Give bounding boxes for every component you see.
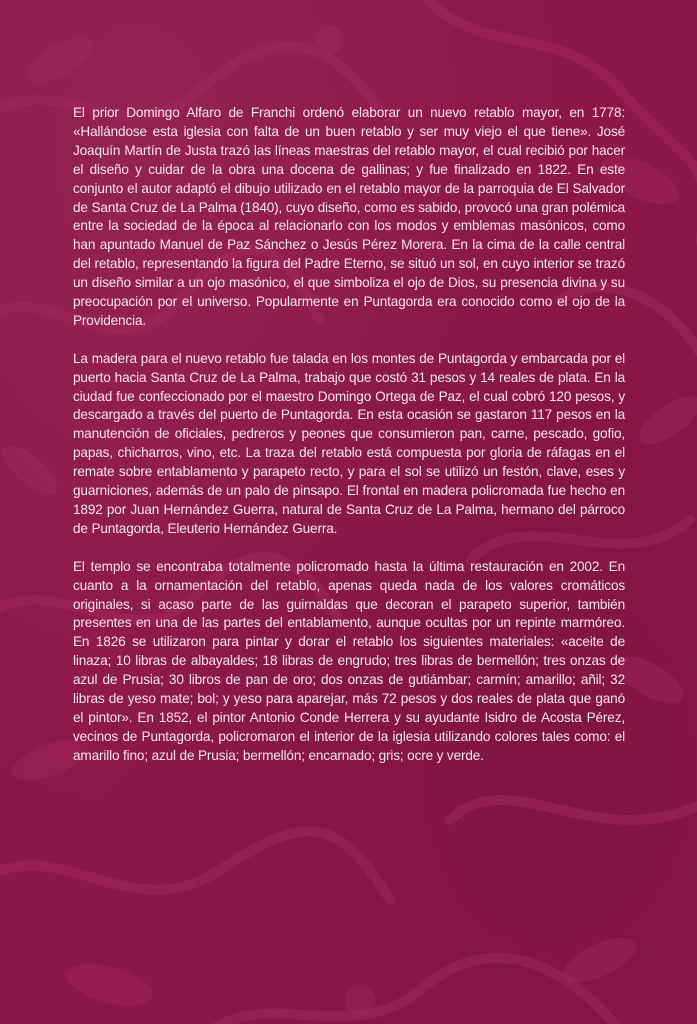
paragraph-2: La madera para el nuevo retablo fue talada en los montes de Puntagorda y embarcada por el puerto hacia Santa Cruz de La Palma, trabajo que costó 31 pesos y 14 reales de plata. En la ciudad fue confeccionado por el maestro Domingo Ortega de Paz, el cual cobró 120 pesos, y descargado a través del puerto de Puntagorda. En esta ocasión se gastaron 117 pesos en la manutención de oficiales, pedreros y peones que consumieron pan, carne, pescado, gofio, papas, chicharros, vino, etc. La traza del retablo está compuesta por gloria de ráfagas en el remate sobre entablamento y parapeto recto, y para el sol se utilizó un festón, clave, eses y guarniciones, además de un palo de pinsapo. El frontal en madera policromada fue hecho en 1892 por Juan Hernández Guerra, natural de Santa Cruz de La Palma, hermano del párroco de Puntagorda, Eleuterio Hernández Guerra. (73, 350, 625, 536)
paragraph-3: El templo se encontraba totalmente policromado hasta la última restauración en 2002. En cuanto a la ornamentación del retablo, apenas queda nada de los valores cromáticos originales, si acaso parte de las guirnaldas que decoran el parapeto superior, también presentes en una de las partes del entablamento, aunque ocultas por un repinte marmóreo. En 1826 se utilizaron para pintar y dorar el retablo los siguientes materiales: «aceite de linaza; 10 libras de albayaldes; 18 libras de engrudo; tres libras de bermellón; tres onzas de azul de Prusia; 30 libros de pan de oro; dos onzas de gutiámbar; carmín; amarillo; añil; 32 libras de yeso mate; bol; y yeso para aparejar, más 72 pesos y dos reales de plata que ganó el pintor». En 1852, el pintor Antonio Conde Herrera y su ayudante Isidro de Acosta Pérez, vecinos de Puntagorda, policromaron el interior de la iglesia utilizando colores tales como: el amarillo fino; azul de Prusia; bermellón; encarnado; gris; ocre y verde. (73, 558, 625, 763)
paragraph-1: El prior Domingo Alfaro de Franchi ordenó elaborar un nuevo retablo mayor, en 1778: «Hallándose esta iglesia con falta de un buen retablo y ser muy viejo el que tiene». José Joaquín Martín de Justa trazó las líneas maestras del retablo mayor, el cual recibió por hacer el diseño y cuidar de la obra una docena de gallinas; y fue finalizado en 1822. En este conjunto el autor adaptó el dibujo utilizado en el retablo mayor de la parroquia de El Salvador de Santa Cruz de La Palma (1840), cuyo diseño, como es sabido, provocó una gran polémica entre la sociedad de la época al relacionarlo con los modos y emblemas masónicos, como han apuntado Manuel de Paz Sánchez o Jesús Pérez Morera. En la cima de la calle central del retablo, representando la figura del Padre Eterno, se situó un sol, en cuyo interior se trazó un diseño similar a un ojo masónico, el que simboliza el ojo de Dios, su presencia divina y su preocupación por el universo. Popularmente en Puntagorda era conocido como el ojo de la Providencia. (73, 105, 625, 328)
body-text (73, 104, 625, 785)
